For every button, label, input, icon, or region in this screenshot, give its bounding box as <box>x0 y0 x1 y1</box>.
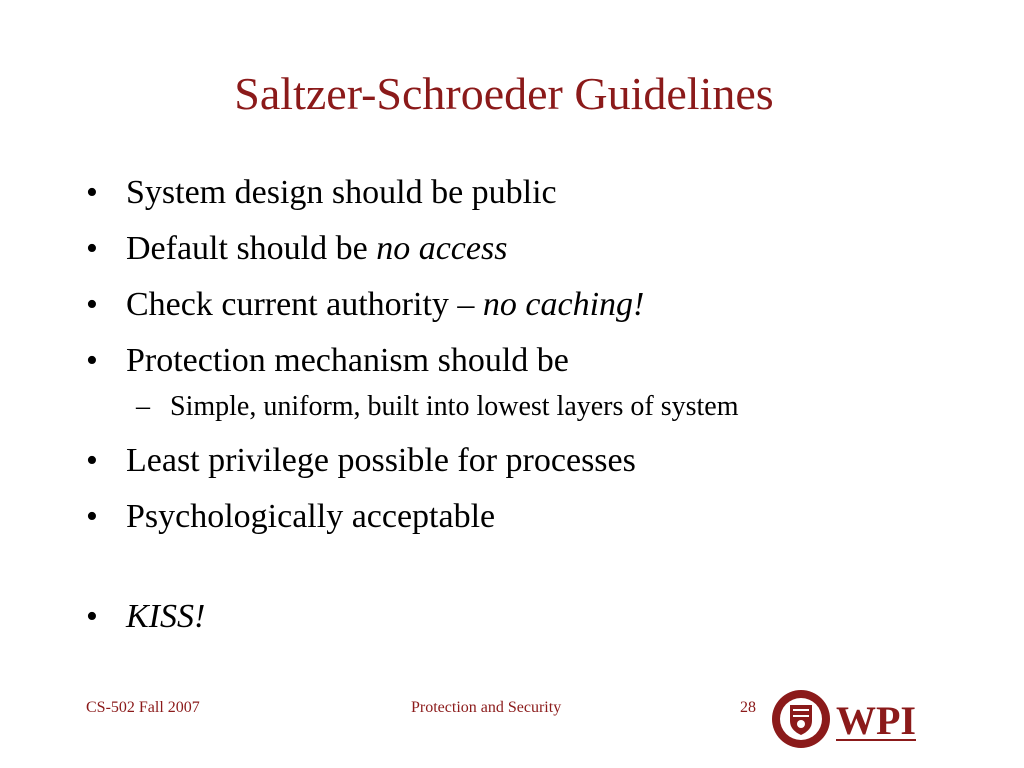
bullet-marker: • <box>86 286 98 323</box>
sub-bullet-marker: – <box>136 391 150 422</box>
bullet-text: Check current authority – <box>126 286 483 323</box>
bullet-list <box>86 174 986 636</box>
bullet-marker: • <box>86 230 98 267</box>
bullet-item <box>86 174 986 212</box>
bullet-item <box>86 286 986 324</box>
bullet-text: Psychologically acceptable <box>126 498 496 535</box>
bullet-marker: • <box>86 598 98 635</box>
bullet-emphasis: no access <box>376 230 508 267</box>
footer-page-number: 28 <box>740 699 756 716</box>
bullet-marker: • <box>86 342 98 379</box>
bullet-item <box>86 342 986 380</box>
sub-bullet-item <box>136 390 986 424</box>
slide-title: Saltzer-Schroeder Guidelines <box>234 68 774 119</box>
wpi-logo <box>770 688 920 750</box>
bullet-item <box>86 442 986 480</box>
bullet-emphasis: no caching! <box>482 286 645 323</box>
bullet-emphasis: KISS! <box>126 598 206 635</box>
bullet-text: System design should be public <box>126 174 557 211</box>
bullet-marker: • <box>86 442 98 479</box>
bullet-text: Default should be <box>126 230 377 267</box>
bullet-item <box>86 598 986 636</box>
logo-wordmark: WPI <box>836 698 916 743</box>
footer-topic: Protection and Security <box>411 699 562 716</box>
bullet-text: Least privilege possible for processes <box>126 442 636 479</box>
bullet-item <box>86 498 986 536</box>
bullet-item <box>86 230 986 268</box>
sub-bullet-text: Simple, uniform, built into lowest layers of system <box>170 391 739 422</box>
bullet-marker: • <box>86 174 98 211</box>
bullet-text: Protection mechanism should be <box>126 342 569 379</box>
bullet-marker: • <box>86 498 98 535</box>
seal-icon <box>772 690 830 748</box>
footer-course: CS-502 Fall 2007 <box>86 699 200 716</box>
